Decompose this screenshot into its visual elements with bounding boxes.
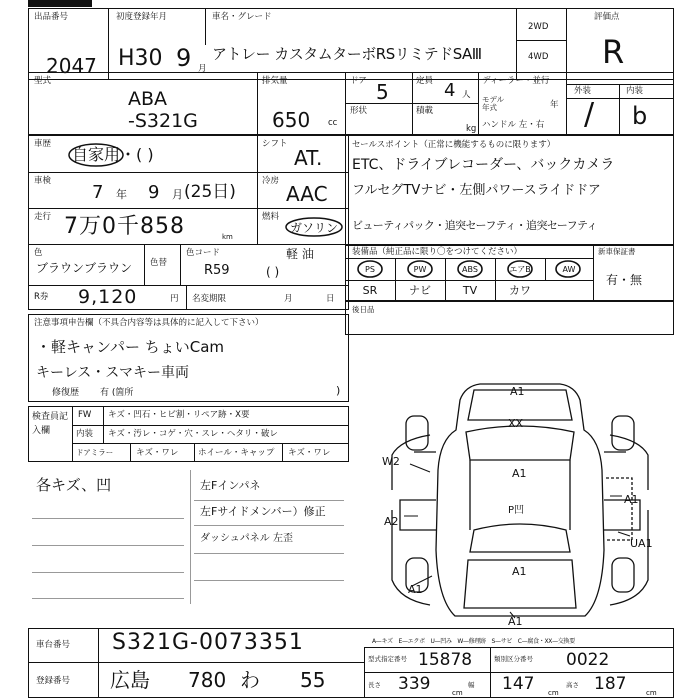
insp-interior: 内装	[76, 429, 94, 439]
grade-value: R	[602, 33, 625, 71]
doors-label: ドア	[350, 76, 367, 86]
fuel-paren: ( )	[266, 265, 280, 279]
plate-number: 55	[300, 668, 326, 692]
corner-tab	[28, 0, 92, 7]
displacement-label: 排気量	[262, 76, 288, 86]
year-unit: 年	[550, 100, 559, 110]
mark-windshield: XX	[508, 417, 524, 430]
capacity-unit: 人	[462, 90, 471, 100]
chassis-number: S321G-0073351	[112, 630, 304, 655]
type-no: 15878	[418, 650, 473, 670]
damage-legend: A—キズ E—エクボ U—凹み W—修理跡 S—サビ C—腐食・XX—交換要	[372, 638, 575, 645]
mark-roof-front: A1	[512, 467, 527, 480]
equip-navi: ナビ	[409, 284, 431, 297]
length-value: 339	[398, 674, 431, 694]
first-registration-label: 初度登録年月	[116, 12, 168, 22]
plate-label: 登録番号	[36, 676, 71, 686]
dealer-label: ディーラー・並行	[482, 76, 550, 86]
remarks-right-1: 左Fインパネ	[200, 479, 261, 492]
model-label: 型式	[34, 76, 52, 86]
mileage-value: 7万0千858	[64, 214, 185, 239]
selling-point-3: ビューティパック・追突セーフティ・追突セーフティ	[352, 219, 597, 232]
new-warranty-value: 有・無	[606, 273, 643, 287]
class-no: 0022	[566, 650, 610, 670]
repair-label: 修復歴	[52, 388, 80, 398]
notes-line-2: キーレス・スマキー車両	[36, 365, 190, 381]
capacity-value: 4	[444, 80, 456, 101]
model-line2: -S321G	[128, 110, 198, 132]
color-code-label: 色コード	[186, 248, 221, 258]
month-unit: 月	[198, 64, 207, 74]
first-registration-era: H30	[118, 46, 163, 71]
color-change-label: 色替	[150, 258, 168, 268]
usage-circle	[66, 141, 126, 169]
mark-right-front: A1	[624, 493, 639, 506]
equip-aw: AW	[562, 265, 576, 274]
inspector-label: 検査員記入欄	[32, 412, 69, 436]
first-registration-month: 9	[176, 44, 192, 72]
equipment-circles	[345, 258, 593, 280]
notes-label: 注意事項申告欄（不具合内容等は具体的に記入して下さい）	[34, 318, 264, 328]
length-label: 長さ	[368, 681, 381, 689]
plate-kana: わ	[240, 668, 260, 692]
insp-fw: FW	[78, 410, 92, 420]
equip-abs: ABS	[462, 265, 478, 274]
remarks-right-3: ダッシュパネル 左歪	[200, 533, 293, 544]
recycle-label: R券	[34, 292, 49, 302]
interior-label: 内装	[626, 86, 644, 96]
width-value: 147	[502, 674, 535, 694]
inspection-year-word: 年	[116, 188, 127, 201]
exterior-label: 外装	[574, 86, 592, 96]
inspection-month: 9	[148, 182, 160, 203]
class-no-label: 類別区分番号	[494, 655, 533, 663]
name-change-day: 日	[326, 294, 335, 304]
ac-value: AAC	[286, 182, 328, 206]
equip-airbag: エアB	[509, 265, 531, 274]
name-change-label: 名変期限	[192, 294, 227, 304]
usage-value: 自家用・( )	[72, 145, 154, 164]
mark-front: A1	[510, 385, 525, 398]
fuel-selected: ガソリン	[290, 221, 339, 235]
equip-sr: SR	[362, 284, 378, 297]
shift-value: AT.	[294, 146, 323, 170]
after-market-label: 後日品	[352, 305, 375, 314]
insp-interior-items: キズ・汚レ・コゲ・穴・スレ・ヘタリ・破レ	[108, 429, 278, 439]
lot-number-label: 出品番号	[34, 12, 69, 22]
remarks-left: 各キズ、凹	[36, 476, 112, 494]
plate-class: 780	[188, 668, 227, 692]
new-warranty-label: 新車保証書	[598, 247, 636, 256]
insp-fw-items: キズ・凹石・ヒビ割・リペア跡・X要	[108, 410, 250, 420]
repair-text: 有 (箇所	[100, 388, 134, 398]
height-unit: cm	[646, 689, 657, 697]
height-label: 高さ	[566, 681, 579, 689]
equipment-label: 装備品（純正品に限り〇をつけてください）	[352, 247, 523, 257]
insp-mirror-items: キズ・ワレ	[136, 448, 179, 458]
mark-roof-rear: A1	[512, 565, 527, 578]
capacity-label: 定員	[416, 76, 434, 86]
mileage-label: 走行	[34, 212, 52, 222]
model-year-label: モデル年式	[482, 95, 505, 112]
inspection-label: 車検	[34, 176, 52, 186]
color-value: ブラウンブラウン	[36, 261, 133, 275]
selling-point-1: ETC、ドライブレコーダー、バックカメラ	[352, 157, 615, 173]
ac-label: 冷房	[262, 176, 280, 186]
equip-ps: PS	[365, 265, 375, 274]
equip-leather: カワ	[509, 284, 531, 297]
color-label: 色	[34, 248, 43, 258]
displacement-unit: cc	[328, 118, 338, 128]
name-grade: アトレー カスタムターボRSリミテドSAⅢ	[212, 45, 482, 63]
selling-points-label: セールスポイント（正常に機能するものに限ります）	[352, 140, 556, 150]
insp-wheel-items: キズ・ワレ	[288, 448, 331, 458]
model-line1: ABA	[128, 88, 168, 110]
remarks-right-2: 左Fサイドメンバー）修正	[200, 505, 326, 518]
equip-tv: TV	[462, 284, 478, 297]
width-unit: cm	[548, 689, 559, 697]
chassis-label: 車台番号	[36, 640, 71, 650]
lot-number: 2047	[46, 54, 97, 78]
inspection-month-word: 月	[172, 188, 183, 201]
handle-label: ハンドル 左・右	[482, 120, 545, 130]
doors-value: 5	[376, 80, 389, 104]
notes-line-1: ・軽キャンパー ちょいCam	[36, 338, 224, 356]
plate-area: 広島	[110, 668, 150, 692]
recycle-value: 9,120	[78, 286, 138, 308]
fuel-other: 軽 油	[286, 247, 314, 261]
mark-left-rear: A1	[408, 583, 423, 596]
mark-rear: A1	[508, 615, 523, 628]
name-grade-label: 車名・グレード	[212, 12, 272, 22]
mark-roof-center: P凹	[508, 505, 525, 516]
exterior-grade: /	[584, 97, 595, 132]
selling-point-2: フルセグTVナビ・左側パワースライドドア	[352, 183, 601, 198]
displacement-value: 650	[272, 108, 311, 132]
recycle-unit: 円	[170, 294, 179, 304]
insp-wheel: ホイール・キャップ	[198, 448, 275, 458]
type-no-label: 型式指定番号	[368, 655, 407, 663]
inspection-day: (25日)	[184, 182, 236, 202]
kg-unit: kg	[466, 124, 477, 134]
repair-close-paren: )	[336, 384, 341, 397]
equip-pw: PW	[413, 265, 427, 274]
mark-right-rear: UA1	[630, 537, 653, 550]
shift-label: シフト	[262, 139, 288, 149]
shape-label: 形状	[350, 106, 368, 116]
insp-mirror: ドアミラー	[76, 448, 114, 457]
interior-grade: b	[632, 102, 648, 130]
inspection-year: 7	[92, 182, 104, 203]
height-value: 187	[594, 674, 627, 694]
usage-label: 車歴	[34, 139, 52, 149]
length-unit: cm	[452, 689, 463, 697]
km-unit: km	[222, 233, 233, 241]
drive-2wd: 2WD	[528, 22, 549, 32]
load-label: 積載	[416, 106, 434, 116]
mark-left-side: A2	[384, 515, 399, 528]
name-change-month: 月	[284, 294, 293, 304]
mark-left-door: W2	[382, 455, 400, 468]
grade-label: 評価点	[594, 12, 620, 22]
fuel-label: 燃料	[262, 212, 280, 222]
after-market-frame	[345, 301, 674, 335]
width-label: 幅	[468, 681, 475, 689]
drive-4wd: 4WD	[528, 52, 549, 62]
fuel-circle	[284, 216, 344, 238]
color-code-value: R59	[204, 263, 230, 278]
